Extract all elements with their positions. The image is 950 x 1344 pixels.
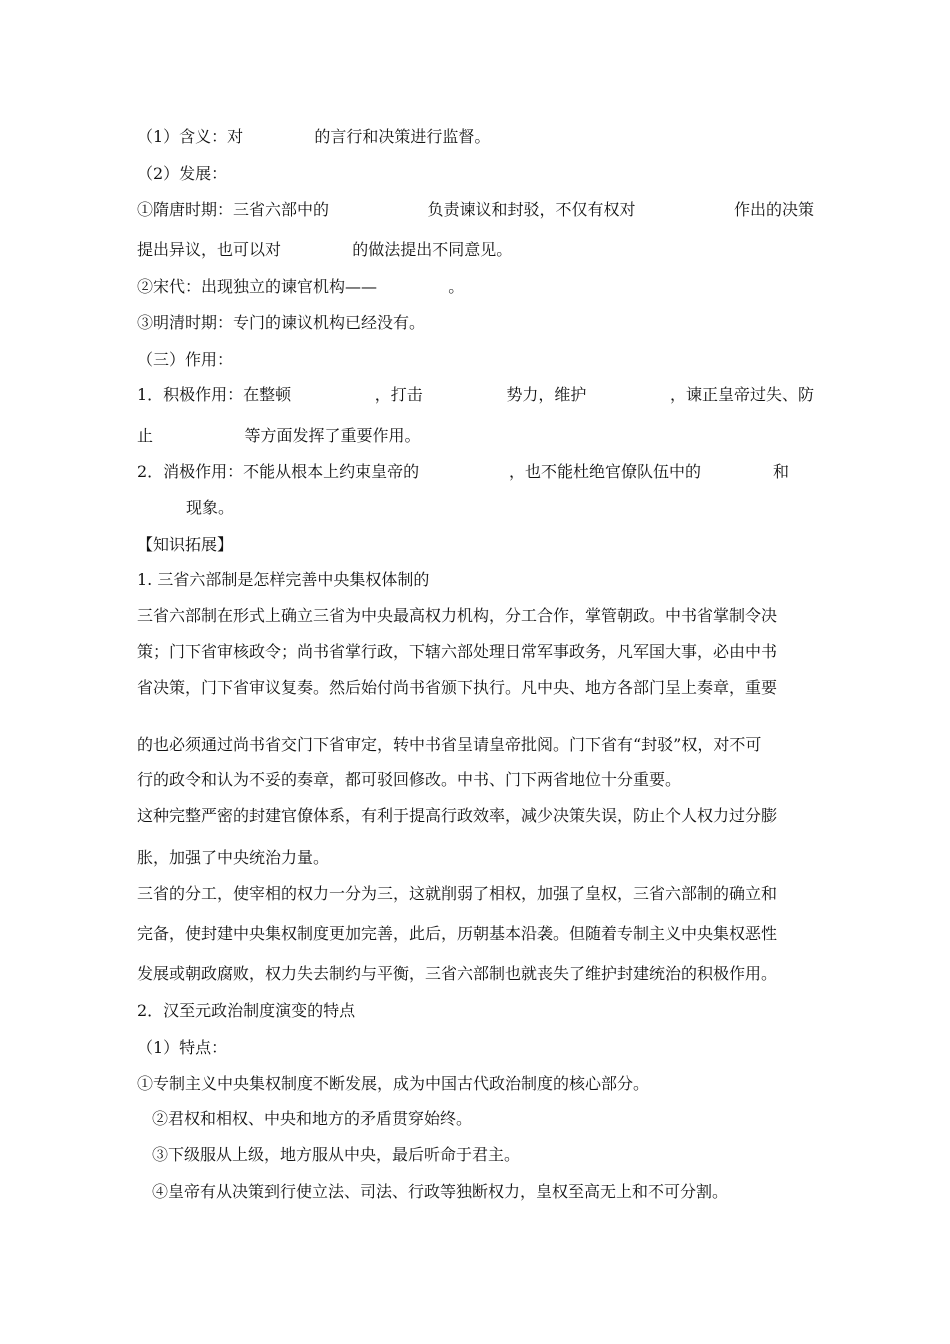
sui-tang-line-2: 提出异议，也可以对 的做法提出不同意见。 [137, 240, 513, 259]
positive-part-4: ，谏正皇帝过失、防 [669, 385, 814, 404]
paragraph-3-line-2: 完备，使封建中央集权制度更加完善，此后，历朝基本沿袭。但随着专制主义中央集权恶性 [137, 924, 778, 943]
song-line: ②宋代：出现独立的谏官机构—— 。 [137, 277, 465, 296]
negative-role-part-2: ，也不能杜绝官僚队伍中的 [509, 462, 702, 481]
paragraph-1-line-1: 三省六部制在形式上确立三省为中央最高权力机构，分工合作，掌管朝政。中书省掌制令决 [137, 606, 778, 625]
paragraph-3-line-1: 三省的分工，使宰相的权力一分为三，这就削弱了相权，加强了皇权，三省六部制的确立和 [137, 884, 778, 903]
positive-role-line [137, 385, 814, 405]
feature-3: ③下级服从上级，地方服从中央，最后听命于君主。 [152, 1145, 521, 1164]
function-heading: （三）作用： [137, 350, 234, 369]
paragraph-1-line-5: 行的政令和认为不妥的奏章，都可驳回修改。中书、门下两省地位十分重要。 [137, 770, 682, 789]
sui-tang-part-2: 负责谏议和封驳，不仅有权对 [427, 200, 636, 219]
paragraph-1-line-3: 省决策，门下省审议复奏。然后始付尚书省颁下执行。凡中央、地方各部门呈上奏章，重要 [137, 678, 778, 697]
paragraph-3-line-3: 发展或朝政腐败，权力失去制约与平衡，三省六部制也就丧失了维护封建统治的积极作用。 [137, 964, 778, 983]
sui-tang-line [137, 200, 814, 220]
feature-4: ④皇帝有从决策到行使立法、司法、行政等独断权力，皇权至高无上和不可分割。 [152, 1182, 729, 1201]
paragraph-1-line-2: 策；门下省审核政令；尚书省掌行政，下辖六部处理日常军事政务，凡军国大事，必由中书 [137, 642, 778, 661]
sui-tang-part-3: 作出的决策 [733, 200, 814, 219]
positive-part-2: ，打击 [374, 385, 423, 404]
positive-role-line-2: 止 等方面发挥了重要作用。 [137, 426, 421, 445]
positive-part-1: 1．积极作用：在整顿 [137, 385, 292, 404]
ming-qing-line: ③明清时期：专门的谏议机构已经没有。 [137, 313, 426, 332]
negative-role-part-3: 和 [773, 462, 790, 481]
negative-role-line-2: 现象。 [186, 498, 235, 517]
feature-1: ①专制主义中央集权制度不断发展，成为中国古代政治制度的核心部分。 [137, 1074, 650, 1093]
features-heading: （1）特点： [137, 1038, 228, 1057]
paragraph-2-line-1: 这种完整严密的封建官僚体系，有利于提高行政效率，减少决策失误，防止个人权力过分膨 [137, 806, 778, 825]
negative-role-part-1: 2．消极作用：不能从根本上约束皇帝的 [137, 462, 420, 481]
paragraph-2-line-2: 胀，加强了中央统治力量。 [137, 848, 330, 867]
positive-part-3: 势力，维护 [506, 385, 587, 404]
knowledge-extension-heading: 【知识拓展】 [137, 535, 234, 554]
feature-2: ②君权和相权、中央和地方的矛盾贯穿始终。 [152, 1109, 473, 1128]
question-2-title: 2．汉至元政治制度演变的特点 [137, 1001, 356, 1020]
development-heading: （2）发展： [137, 164, 228, 183]
sui-tang-part-1: ①隋唐时期：三省六部中的 [137, 200, 330, 219]
question-1-title: 1. 三省六部制是怎样完善中央集权体制的 [137, 570, 430, 589]
meaning-line: （1）含义：对 的言行和决策进行监督。 [137, 127, 491, 146]
paragraph-1-line-4: 的也必须通过尚书省交门下省审定，转中书省呈请皇帝批阅。门下省有“封驳”权，对不可 [137, 735, 762, 754]
